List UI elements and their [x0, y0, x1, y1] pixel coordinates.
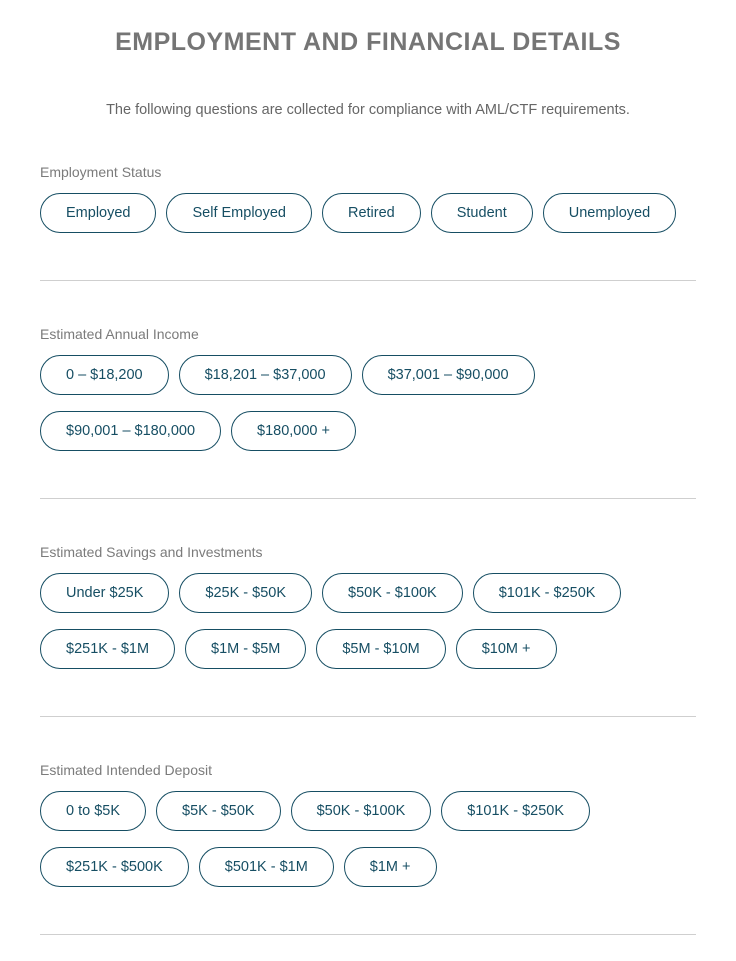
section-divider	[40, 498, 696, 499]
option-pill-1m-5m[interactable]: $1M - $5M	[185, 629, 306, 669]
section-savings-investments	[40, 544, 696, 717]
section-label-intended-deposit: Estimated Intended Deposit	[40, 761, 212, 778]
options-intended-deposit	[40, 791, 696, 887]
page-subtitle: The following questions are collected for compliance with AML/CTF requirements.	[106, 101, 630, 118]
option-pill-unemployed[interactable]: Unemployed	[543, 193, 676, 233]
page-title: EMPLOYMENT AND FINANCIAL DETAILS	[115, 28, 621, 56]
form-sections	[40, 164, 696, 935]
section-annual-income	[40, 326, 696, 499]
option-pill-5m-10m[interactable]: $5M - $10M	[316, 629, 445, 669]
section-label-savings-investments: Estimated Savings and Investments	[40, 543, 263, 560]
option-pill-251k-1m[interactable]: $251K - $1M	[40, 629, 175, 669]
option-pill-90-001-180-000[interactable]: $90,001 – $180,000	[40, 411, 221, 451]
option-pill-student[interactable]: Student	[431, 193, 533, 233]
section-label-employment-status: Employment Status	[40, 163, 162, 180]
options-employment-status	[40, 193, 696, 233]
option-pill-25k-50k[interactable]: $25K - $50K	[179, 573, 312, 613]
options-annual-income	[40, 355, 696, 451]
option-pill-5k-50k[interactable]: $5K - $50K	[156, 791, 281, 831]
option-pill-101k-250k[interactable]: $101K - $250K	[473, 573, 622, 613]
option-pill-180-000[interactable]: $180,000 +	[231, 411, 356, 451]
option-pill-37-001-90-000[interactable]: $37,001 – $90,000	[362, 355, 535, 395]
option-pill-retired[interactable]: Retired	[322, 193, 421, 233]
option-pill-50k-100k[interactable]: $50K - $100K	[291, 791, 432, 831]
section-employment-status	[40, 164, 696, 281]
option-pill-101k-250k[interactable]: $101K - $250K	[441, 791, 590, 831]
section-intended-deposit	[40, 762, 696, 935]
option-pill-10m[interactable]: $10M +	[456, 629, 557, 669]
option-pill-251k-500k[interactable]: $251K - $500K	[40, 847, 189, 887]
option-pill-50k-100k[interactable]: $50K - $100K	[322, 573, 463, 613]
section-divider	[40, 280, 696, 281]
option-pill-0-18-200[interactable]: 0 – $18,200	[40, 355, 169, 395]
option-pill-18-201-37-000[interactable]: $18,201 – $37,000	[179, 355, 352, 395]
section-divider	[40, 934, 696, 935]
option-pill-501k-1m[interactable]: $501K - $1M	[199, 847, 334, 887]
option-pill-under-25k[interactable]: Under $25K	[40, 573, 169, 613]
option-pill-employed[interactable]: Employed	[40, 193, 156, 233]
option-pill-self-employed[interactable]: Self Employed	[166, 193, 312, 233]
section-label-annual-income: Estimated Annual Income	[40, 325, 199, 342]
section-divider	[40, 716, 696, 717]
options-savings-investments	[40, 573, 696, 669]
option-pill-0-to-5k[interactable]: 0 to $5K	[40, 791, 146, 831]
option-pill-1m[interactable]: $1M +	[344, 847, 437, 887]
